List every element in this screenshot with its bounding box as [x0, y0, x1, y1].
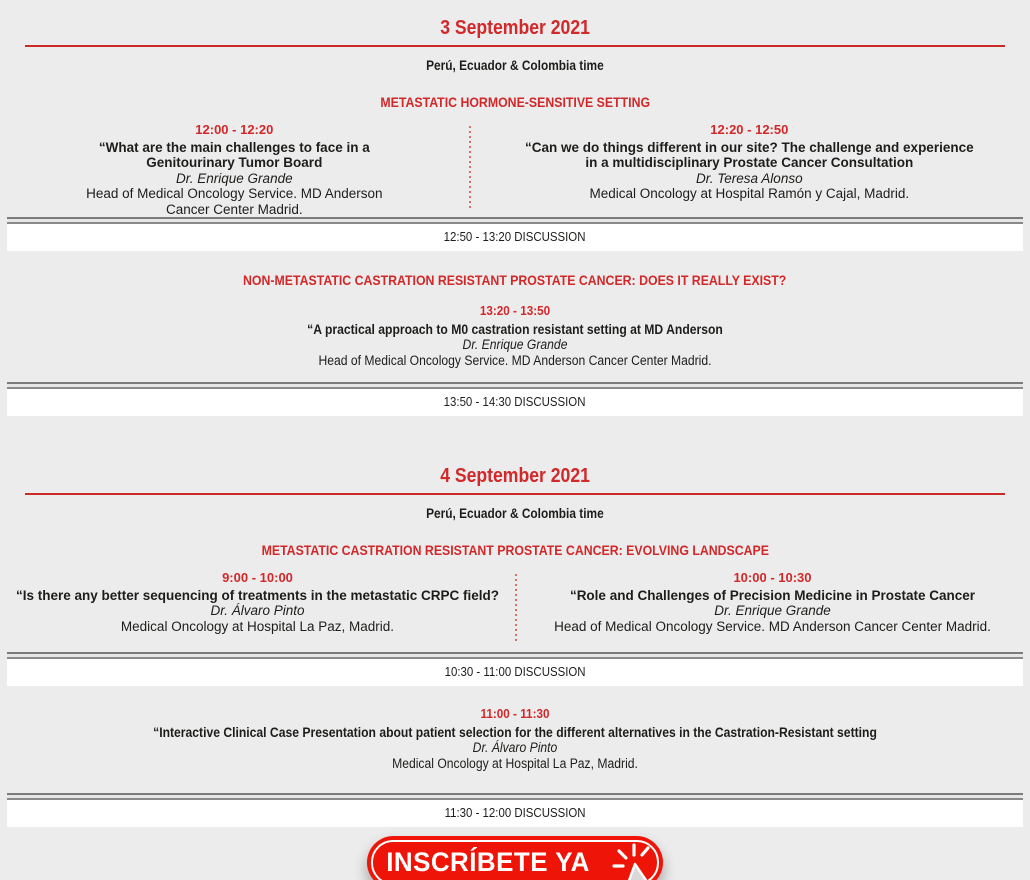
session-speaker: Dr. Álvaro Pinto — [210, 603, 305, 619]
double-rule — [7, 217, 1023, 224]
session-1220-1250 — [469, 122, 1030, 217]
discussion-label: 13:50 - 14:30 DISCUSSION — [444, 394, 586, 409]
session-speaker: Dr. Enrique Grande — [462, 337, 568, 353]
session-speaker: Dr. Enrique Grande — [176, 170, 293, 186]
session-title: “Can we do things different in our site? The challenge and experience in a multidisciplinary Prostate Cancer Consultation — [525, 140, 974, 171]
session-title: “Interactive Clinical Case Presentation about patient selection for the different alternatives in the Castration-Resistant setting — [153, 725, 877, 740]
day2-title-rule — [25, 493, 1005, 495]
session-affiliation: Head of Medical Oncology Service. MD Anderson Cancer Center Madrid. — [318, 352, 712, 368]
discussion-label: 12:50 - 13:20 DISCUSSION — [444, 228, 586, 244]
session-speaker: Dr. Enrique Grande — [714, 603, 831, 619]
double-rule — [7, 793, 1023, 800]
session-affiliation: Head of Medical Oncology Service. MD Anderson Cancer Center Madrid. — [86, 186, 383, 217]
session-1100-1130 — [52, 706, 979, 771]
session-affiliation: Medical Oncology at Hospital La Paz, Madrid. — [392, 755, 638, 771]
dotted-column-divider — [469, 126, 471, 208]
session-affiliation: Medical Oncology at Hospital La Paz, Madrid. — [120, 618, 395, 634]
day2-title: 4 September 2021 — [440, 465, 590, 487]
day1-timezone-row — [0, 58, 1030, 73]
discussion-label: 10:30 - 11:00 DISCUSSION — [444, 664, 586, 679]
day1-title: 3 September 2021 — [440, 17, 590, 39]
discussion-label: 11:30 - 12:00 DISCUSSION — [444, 805, 586, 821]
session-title: “What are the main challenges to face in a Genitourinary Tumor Board — [98, 140, 370, 171]
discussion-bar-1030-1100 — [7, 652, 1023, 686]
session-title: “Is there any better sequencing of treatments in the metastatic CRPC field? — [15, 588, 500, 603]
day1-section1-header-row — [0, 94, 1030, 110]
day1-section1-header: METASTATIC HORMONE-SENSITIVE SETTING — [380, 94, 650, 110]
discussion-bar-1130-1200 — [7, 793, 1023, 827]
session-1000-1030 — [515, 570, 1030, 652]
session-time: 12:20 - 12:50 — [710, 122, 789, 137]
session-time: 11:00 - 11:30 — [480, 706, 550, 721]
session-time: 10:00 - 10:30 — [733, 570, 812, 585]
session-time: 12:00 - 12:20 — [195, 122, 274, 137]
double-rule — [7, 652, 1023, 659]
register-button-label: INSCRÍBETE YA — [386, 847, 590, 878]
day1-title-row — [0, 0, 1030, 40]
double-rule — [7, 382, 1023, 389]
session-affiliation: Medical Oncology at Hospital Ramón y Cajal, Madrid. — [589, 186, 910, 202]
day2-section1-header: METASTATIC CASTRATION RESISTANT PROSTATE CANCER: EVOLVING LANDSCAPE — [261, 542, 769, 558]
day2-section1-header-row — [0, 542, 1030, 558]
register-button[interactable] — [367, 836, 663, 880]
day2-sessions-row — [0, 570, 1030, 652]
day2-timezone-row — [0, 506, 1030, 521]
session-1200-1220 — [0, 122, 469, 217]
session-time: 9:00 - 10:00 — [222, 570, 293, 585]
day1-sessions-row — [0, 122, 1030, 217]
day2-title-row — [0, 416, 1030, 488]
session-1320-1350 — [52, 303, 979, 368]
register-button-area — [0, 836, 1030, 880]
day1-section2-header: NON-METASTATIC CASTRATION RESISTANT PROSTATE CANCER: DOES IT REALLY EXIST? — [243, 271, 787, 288]
session-affiliation: Head of Medical Oncology Service. MD Anderson Cancer Center Madrid. — [554, 618, 991, 634]
day2-timezone: Perú, Ecuador & Colombia time — [426, 506, 604, 521]
session-title: “A practical approach to M0 castration resistant setting at MD Anderson — [307, 321, 723, 337]
click-cursor-icon — [613, 842, 679, 880]
day1-section2-header-row — [0, 272, 1030, 288]
dotted-column-divider — [515, 574, 517, 644]
day1-title-rule — [25, 45, 1005, 47]
session-time: 13:20 - 13:50 — [479, 302, 551, 318]
session-title: “Role and Challenges of Precision Medicine in Prostate Cancer — [569, 588, 976, 603]
discussion-bar-1250-1320 — [7, 217, 1023, 251]
session-speaker: Dr. Álvaro Pinto — [472, 740, 558, 756]
day1-timezone: Perú, Ecuador & Colombia time — [426, 58, 604, 73]
session-900-1000 — [0, 570, 515, 652]
discussion-bar-1350-1430 — [7, 382, 1023, 416]
session-speaker: Dr. Teresa Alonso — [696, 170, 803, 186]
